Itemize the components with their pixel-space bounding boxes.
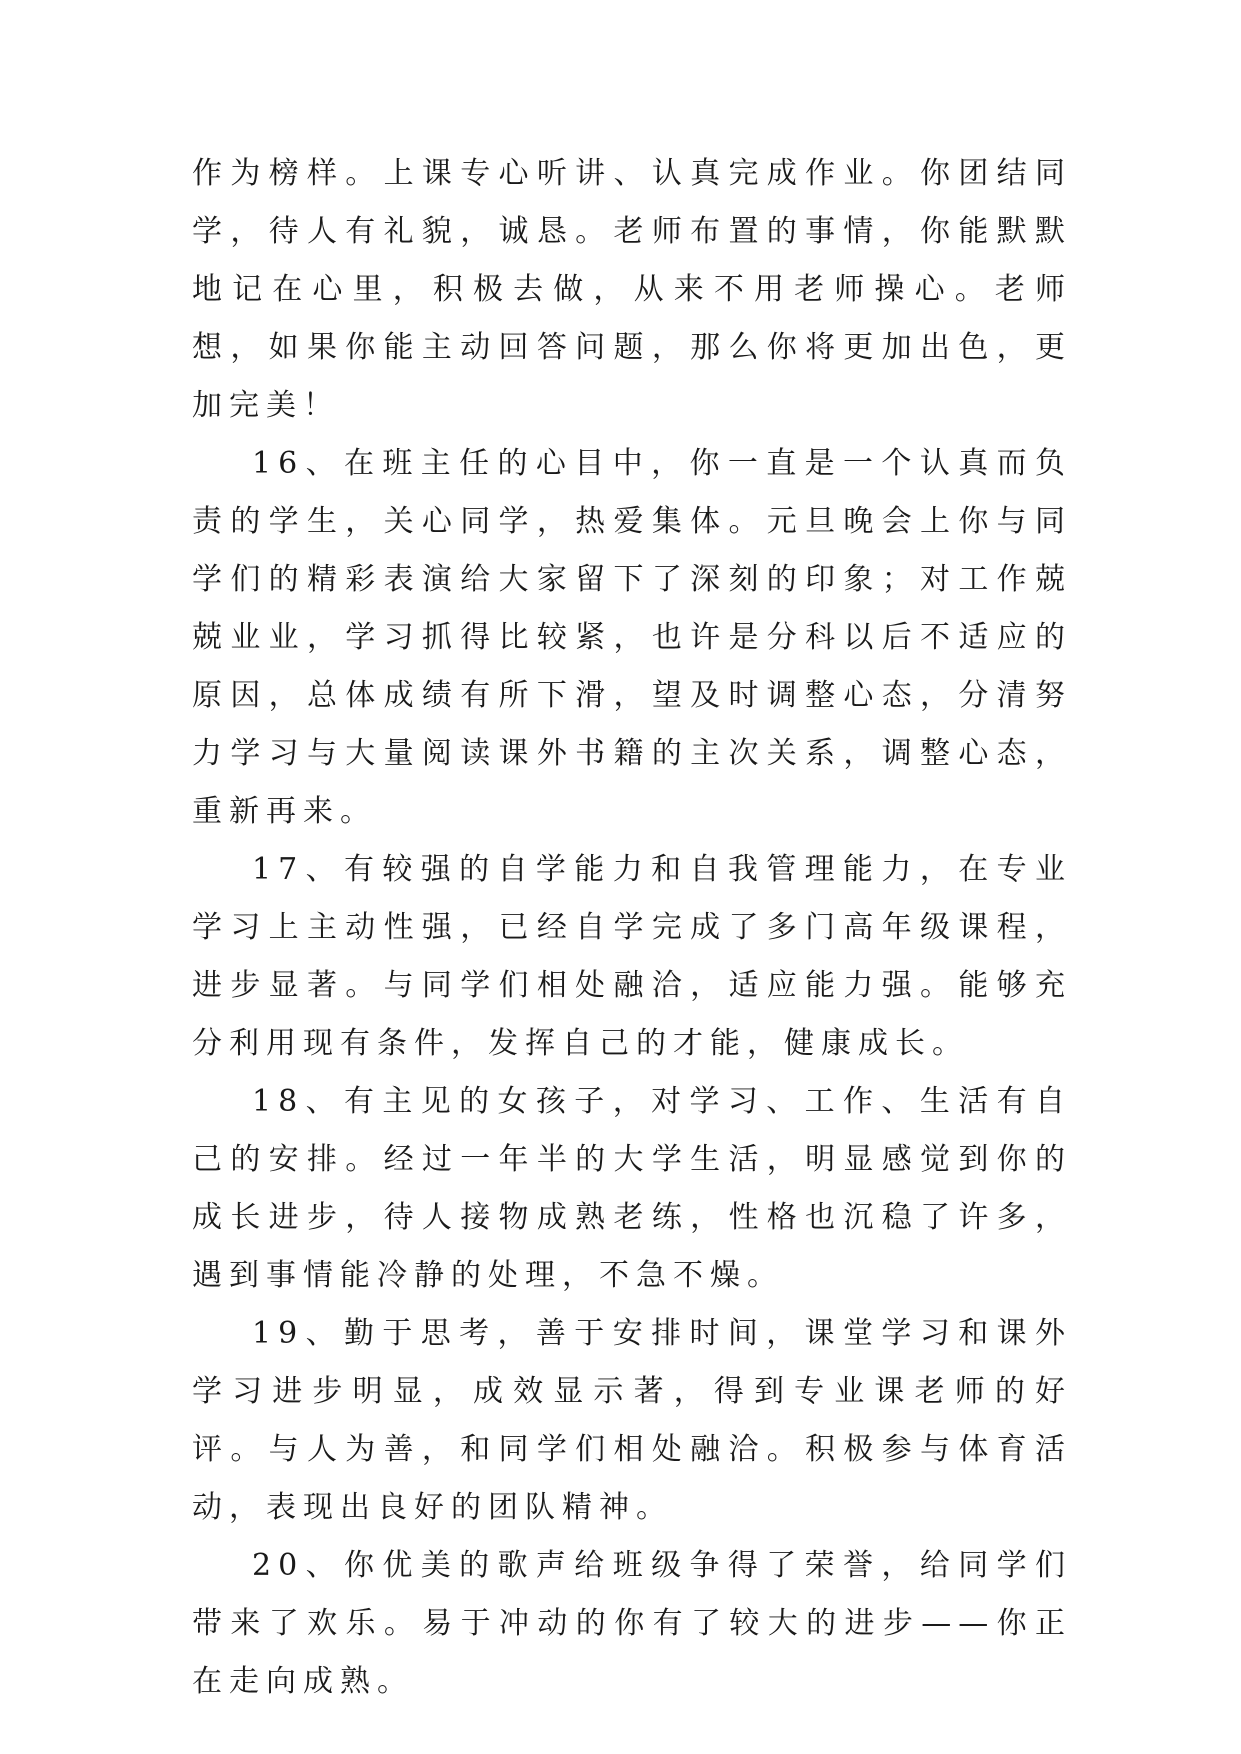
paragraph-item-20: 20、你优美的歌声给班级争得了荣誉，给同学们带来了欢乐。易于冲动的你有了较大的进步——你正在走向成熟。 <box>192 1548 1072 1699</box>
document-body <box>192 145 1072 1711</box>
paragraph-continuation: 作为榜样。上课专心听讲、认真完成作业。你团结同学，待人有礼貌，诚恳。老师布置的事情，你能默默地记在心里，积极去做，从来不用老师操心。老师想，如果你能主动回答问题，那么你将更加出色，更加完美！ <box>192 156 1072 423</box>
paragraph-item-16: 16、在班主任的心目中，你一直是一个认真而负责的学生，关心同学，热爱集体。元旦晚会上你与同学们的精彩表演给大家留下了深刻的印象；对工作兢兢业业，学习抓得比较紧，也许是分科以后不适应的原因，总体成绩有所下滑，望及时调整心态，分清努力学习与大量阅读课外书籍的主次关系，调整心态，重新再来。 <box>192 446 1072 829</box>
paragraph-item-19: 19、勤于思考，善于安排时间，课堂学习和课外学习进步明显，成效显示著，得到专业课老师的好评。与人为善，和同学们相处融洽。积极参与体育活动，表现出良好的团队精神。 <box>192 1316 1072 1525</box>
paragraph-item-17: 17、有较强的自学能力和自我管理能力，在专业学习上主动性强，已经自学完成了多门高年级课程，进步显著。与同学们相处融洽，适应能力强。能够充分利用现有条件，发挥自己的才能，健康成长。 <box>192 852 1072 1061</box>
paragraph-item-18: 18、有主见的女孩子，对学习、工作、生活有自己的安排。经过一年半的大学生活，明显感觉到你的成长进步，待人接物成熟老练，性格也沉稳了许多，遇到事情能冷静的处理，不急不燥。 <box>192 1084 1072 1293</box>
